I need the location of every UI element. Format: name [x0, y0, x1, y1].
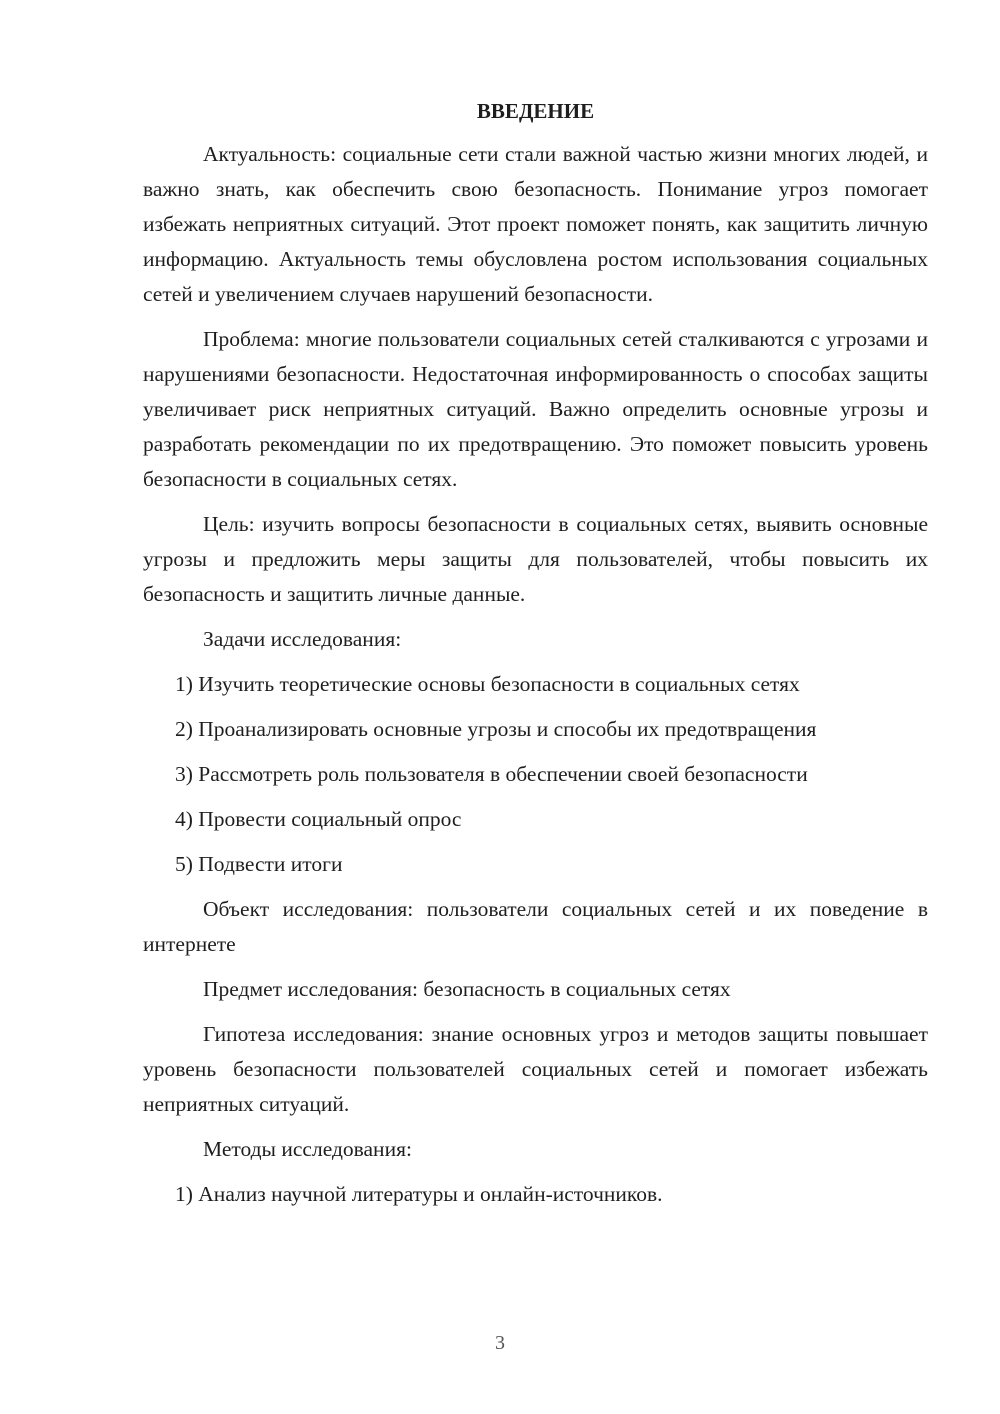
- list-item: 1) Изучить теоретические основы безопасности в социальных сетях: [175, 672, 800, 696]
- page-title: ВВЕДЕНИЕ: [476, 99, 595, 123]
- goal-paragraph: Цель: изучить вопросы безопасности в социальных сетях, выявить основные угрозы и предложить меры защиты для пользователей, чтобы повысить их безопасность и защитить личные данные.: [143, 512, 928, 606]
- tasks-heading: Задачи исследования:: [203, 627, 402, 651]
- relevance-paragraph: Актуальность: социальные сети стали важной частью жизни многих людей, и важно знать, как обеспечить свою безопасность. Понимание угроз помогает избежать неприятных ситуаций. Этот проект поможет понять, как защитить личную информацию. Актуальность темы обусловлена ростом использования социальных сетей и увеличением случаев нарушений безопасности.: [143, 142, 928, 306]
- document-page: [143, 96, 928, 1222]
- problem-paragraph: Проблема: многие пользователи социальных сетей сталкиваются с угрозами и нарушениями безопасности. Недостаточная информированность о способах защиты увеличивает риск неприятных ситуаций. Важно определить основные угрозы и разработать рекомендации по их предотвращению. Это поможет повысить уровень безопасности в социальных сетях.: [143, 327, 928, 491]
- methods-list: [143, 1177, 928, 1212]
- list-item: 5) Подвести итоги: [175, 852, 343, 876]
- list-item: 3) Рассмотреть роль пользователя в обеспечении своей безопасности: [175, 762, 808, 786]
- page-number: 3: [495, 1332, 505, 1354]
- list-item: 1) Анализ научной литературы и онлайн-источников.: [175, 1182, 663, 1206]
- methods-heading: Методы исследования:: [203, 1137, 412, 1161]
- tasks-list: [143, 667, 928, 882]
- subject-paragraph: Предмет исследования: безопасность в социальных сетях: [203, 977, 731, 1001]
- hypothesis-paragraph: Гипотеза исследования: знание основных угроз и методов защиты повышает уровень безопасности пользователей социальных сетей и помогает избежать неприятных ситуаций.: [143, 1022, 928, 1116]
- object-paragraph: Объект исследования: пользователи социальных сетей и их поведение в интернете: [143, 897, 928, 956]
- list-item: 4) Провести социальный опрос: [175, 807, 462, 831]
- list-item: 2) Проанализировать основные угрозы и способы их предотвращения: [175, 717, 817, 741]
